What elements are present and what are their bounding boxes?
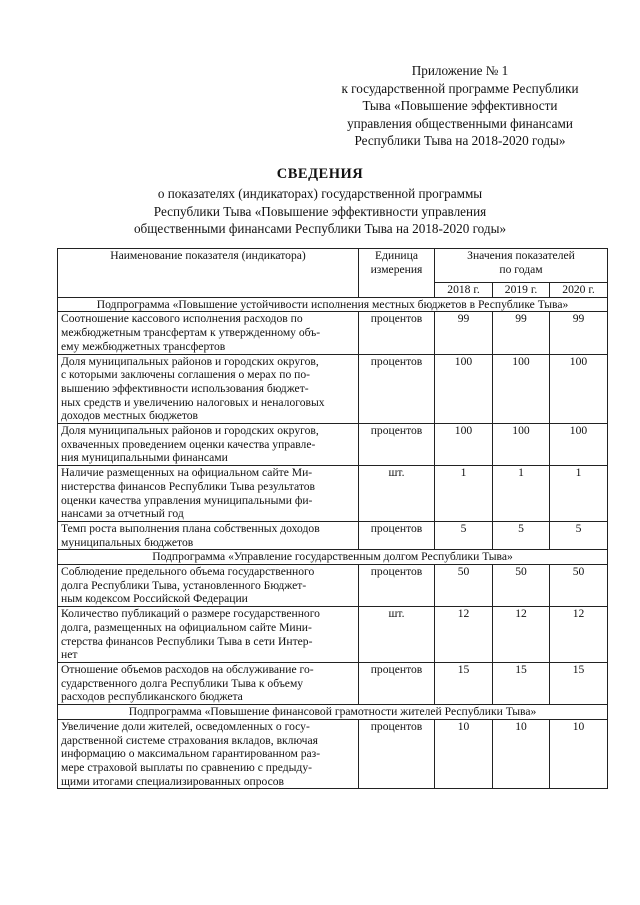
indicator-name-line: долга Республики Тыва, установленного Бюджет- (61, 578, 307, 592)
subprogram-title: Подпрограмма «Управление государственным долгом Республики Тыва» (58, 550, 608, 565)
indicator-name-line: дарственной системе страхования вкладов, включая (61, 733, 318, 747)
indicator-name-line: мере страховой выплаты по сравнению с предыду- (61, 760, 312, 774)
indicator-name-line: ным кодексом Российской Федерации (61, 592, 248, 606)
table-body (58, 297, 608, 789)
table-row (58, 354, 608, 424)
indicator-unit: шт. (359, 607, 435, 663)
header-year: 2018 г. (435, 283, 493, 298)
indicator-value-2019: 12 (493, 607, 550, 663)
appendix-line: к государственной программе Республики (341, 80, 579, 96)
indicator-name (58, 607, 359, 663)
indicator-name-line: Наличие размещенных на официальном сайте Ми- (61, 466, 313, 480)
indicator-name (58, 424, 359, 466)
indicator-name (58, 466, 359, 522)
appendix-line: Республики Тыва на 2018-2020 годы» (354, 133, 566, 148)
subprogram-row (58, 297, 608, 312)
indicator-value-2018: 15 (435, 662, 493, 704)
indicator-name (58, 719, 359, 789)
indicator-value-2018: 10 (435, 719, 493, 789)
indicator-value-2018: 100 (435, 424, 493, 466)
subprogram-title: Подпрограмма «Повышение финансовой грамотности жителей Республики Тыва» (58, 705, 608, 720)
indicator-name (58, 521, 359, 549)
subprogram-row (58, 550, 608, 565)
subprogram-row (58, 705, 608, 720)
indicator-unit: процентов (359, 565, 435, 607)
indicator-name-line: доходов местных бюджетов (61, 409, 199, 423)
indicator-name-line: Темп роста выполнения плана собственных доходов (61, 521, 320, 535)
table-row (58, 565, 608, 607)
subtitle-line: о показателях (индикаторах) государственной программы (157, 186, 483, 201)
appendix-line: Тыва «Повышение эффективности (362, 98, 558, 113)
indicator-value-2019: 1 (493, 466, 550, 522)
indicator-value-2020: 1 (550, 466, 608, 522)
indicator-name-line: Соотношение кассового исполнения расходов по (61, 312, 303, 326)
subtitle-line: Республики Тыва «Повышение эффективности управления (153, 203, 487, 219)
indicator-name (58, 565, 359, 607)
indicator-name-line: Количество публикаций о размере государственного (61, 607, 320, 621)
table-row (58, 424, 608, 466)
indicator-name-line: Доля муниципальных районов и городских округов, (61, 424, 319, 438)
indicator-unit: процентов (359, 719, 435, 789)
header-unit-line: Единица (375, 249, 418, 262)
indicator-name (58, 662, 359, 704)
indicator-name-line: нансами за отчетный год (61, 507, 184, 521)
indicator-name-line: расходов республиканского бюджета (61, 690, 243, 704)
indicator-value-2020: 50 (550, 565, 608, 607)
indicator-name-line: щими итогами специализированных опросов (61, 774, 285, 788)
indicator-value-2020: 15 (550, 662, 608, 704)
indicator-name (58, 312, 359, 354)
indicator-name-line: ных средств и увеличению налоговых и неналоговых (61, 395, 325, 409)
document-title: СВЕДЕНИЯ (276, 166, 364, 182)
document-subtitle (0, 185, 640, 238)
appendix-line: управления общественными финансами (347, 115, 573, 131)
table-row (58, 719, 608, 789)
indicator-name-line: Доля муниципальных районов и городских округов, (61, 354, 319, 368)
indicator-unit: процентов (359, 662, 435, 704)
indicator-name-line: долга, размещенных на официальном сайте Мини- (61, 620, 312, 634)
indicator-value-2020: 100 (550, 424, 608, 466)
indicator-name-line: сударственного долга Республики Тыва к объему (61, 676, 304, 690)
indicator-unit: шт. (359, 466, 435, 522)
table-row (58, 662, 608, 704)
appendix-caption (320, 62, 600, 150)
subtitle-line: общественными финансами Республики Тыва на 2018-2020 годы» (133, 221, 507, 236)
indicator-name (58, 354, 359, 424)
indicator-value-2020: 10 (550, 719, 608, 789)
indicator-value-2018: 50 (435, 565, 493, 607)
indicator-name-line: Соблюдение предельного объема государственного (61, 565, 315, 579)
indicator-value-2018: 12 (435, 607, 493, 663)
table-row (58, 607, 608, 663)
indicator-name-line: вышению эффективности использования бюджет- (61, 381, 309, 395)
indicator-value-2019: 99 (493, 312, 550, 354)
indicator-name-line: нет (61, 648, 78, 662)
indicator-unit: процентов (359, 424, 435, 466)
header-unit-line: измерения (370, 262, 423, 276)
subprogram-title: Подпрограмма «Повышение устойчивости исполнения местных бюджетов в Республике Тыва» (58, 297, 608, 312)
indicator-name-line: охваченных проведением оценки качества управле- (61, 437, 316, 451)
indicator-unit: процентов (359, 354, 435, 424)
indicator-value-2020: 99 (550, 312, 608, 354)
indicator-value-2020: 100 (550, 354, 608, 424)
table-row (58, 466, 608, 522)
indicator-value-2019: 15 (493, 662, 550, 704)
indicator-unit: процентов (359, 312, 435, 354)
indicator-value-2019: 5 (493, 521, 550, 549)
indicator-value-2019: 50 (493, 565, 550, 607)
header-year: 2020 г. (550, 283, 608, 298)
appendix-line: Приложение № 1 (411, 63, 509, 78)
indicator-value-2020: 5 (550, 521, 608, 549)
indicator-name-line: Отношение объемов расходов на обслуживание го- (61, 662, 314, 676)
indicator-name-line: оценки качества управления муниципальными фи- (61, 493, 313, 507)
table-row (58, 521, 608, 549)
indicator-name-line: муниципальных бюджетов (61, 535, 194, 549)
indicator-value-2018: 5 (435, 521, 493, 549)
indicator-name-line: информацию о максимальном гарантированном раз- (61, 747, 321, 761)
indicator-value-2018: 99 (435, 312, 493, 354)
indicator-value-2020: 12 (550, 607, 608, 663)
indicator-value-2019: 10 (493, 719, 550, 789)
indicator-value-2018: 100 (435, 354, 493, 424)
indicator-name-line: нистерства финансов Республики Тыва результатов (61, 479, 316, 493)
indicator-name-line: Увеличение доли жителей, осведомленных о госу- (61, 719, 310, 733)
indicator-name-line: с которыми заключены соглашения о мерах по по- (61, 368, 311, 382)
header-values-line: по годам (499, 262, 543, 276)
header-year: 2019 г. (493, 283, 550, 298)
indicator-name-line: ему межбюджетных трансфертов (61, 339, 226, 353)
header-values-line: Значения показателей (467, 249, 575, 262)
header-indicator-name: Наименование показателя (индикатора) (58, 249, 359, 298)
table-row (58, 312, 608, 354)
indicator-unit: процентов (359, 521, 435, 549)
indicator-name-line: межбюджетным трансфертам к утвержденному объ- (61, 326, 321, 340)
indicator-name-line: ния муниципальными финансами (61, 451, 228, 465)
header-unit (359, 249, 435, 298)
indicator-value-2019: 100 (493, 424, 550, 466)
indicator-value-2018: 1 (435, 466, 493, 522)
indicators-table (57, 248, 608, 789)
indicator-value-2019: 100 (493, 354, 550, 424)
indicator-name-line: стерства финансов Республики Тыва в сети Интер- (61, 634, 313, 648)
header-values (435, 249, 608, 283)
